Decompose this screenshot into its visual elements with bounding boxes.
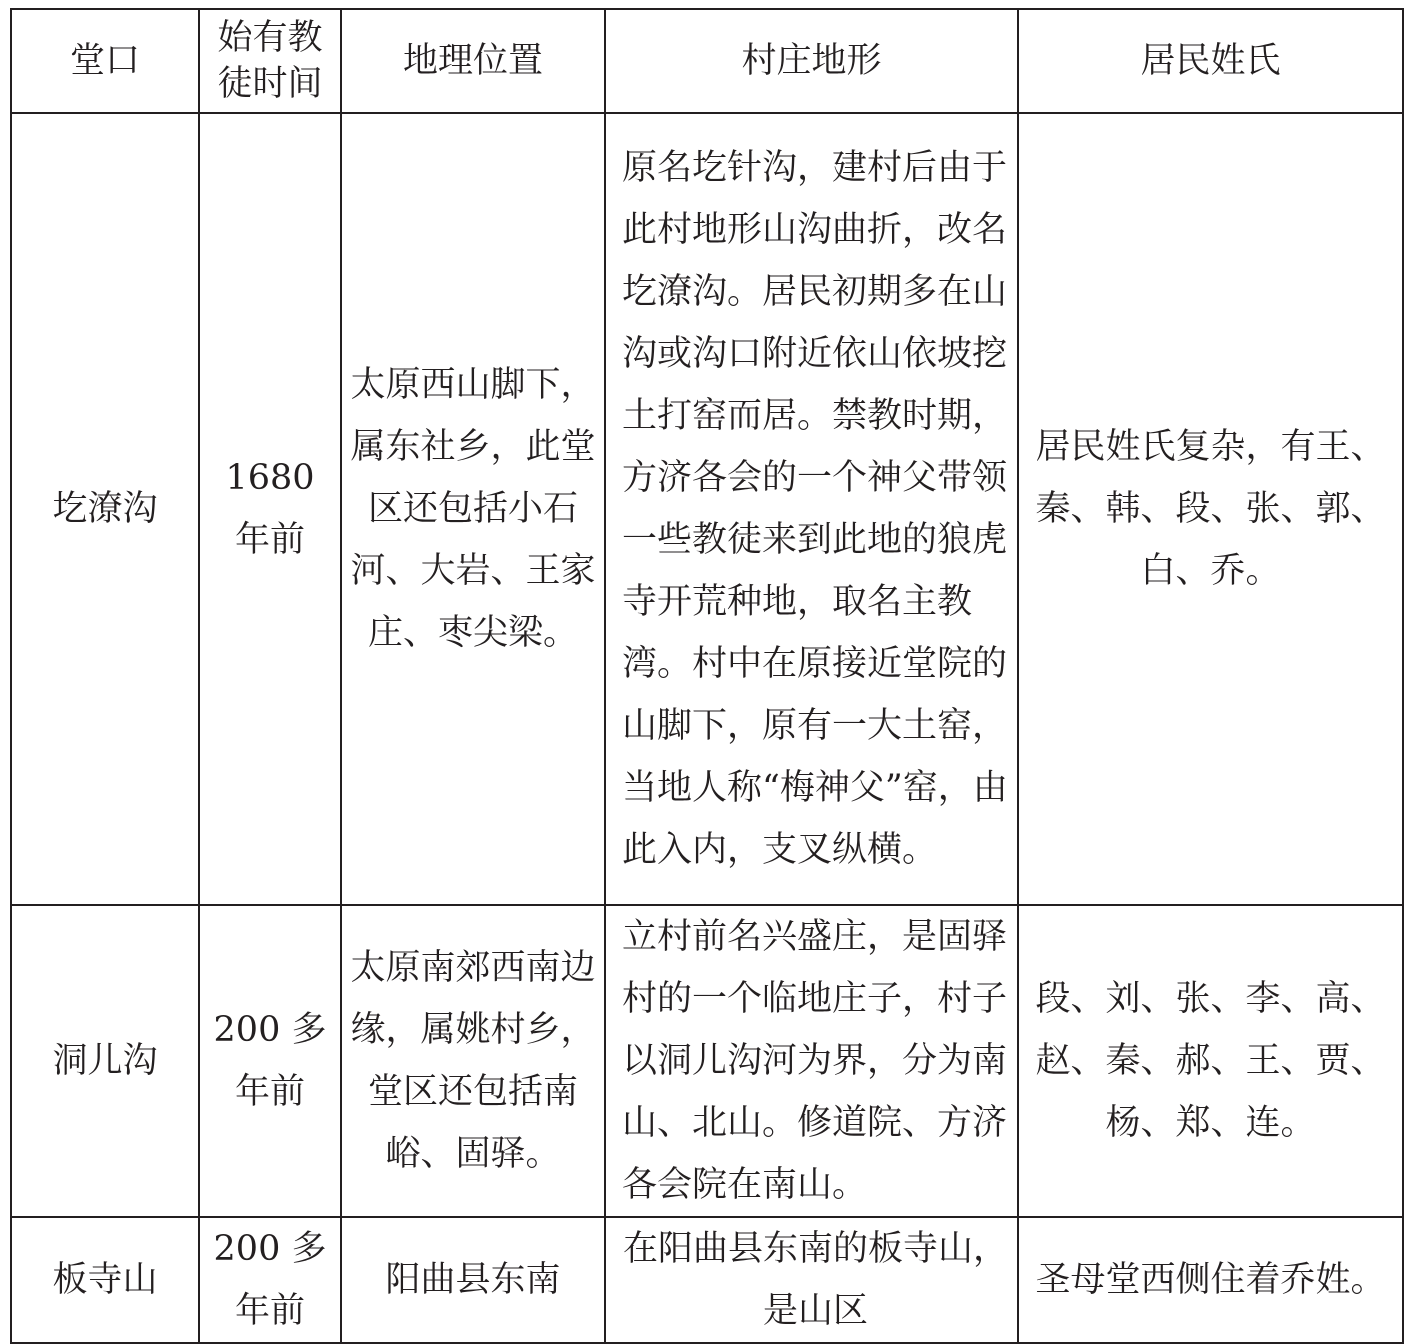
cell-terrain: 立村前名兴盛庄，是固驿村的一个临地庄子，村子以洞儿沟河为界，分为南山、北山。修道院、方济各会院在南山。 [605, 905, 1018, 1217]
cell-terrain: 原名圪针沟，建村后由于此村地形山沟曲折，改名圪潦沟。居民初期多在山沟或沟口附近依山依坡挖土打窑而居。禁教时期，方济各会的一个神父带领一些教徒来到此地的狼虎寺开荒种地，取名主教湾。村中在原接近堂院的山脚下，原有一大土窑，当地人称“梅神父”窑，由此入内，支叉纵横。 [605, 113, 1018, 905]
header-terrain: 村庄地形 [605, 9, 1018, 113]
header-surnames: 居民姓氏 [1018, 9, 1403, 113]
cell-start-time: 200 多年前 [199, 905, 341, 1217]
table-row [11, 113, 1403, 905]
table-header-row [11, 9, 1403, 113]
header-church: 堂口 [11, 9, 199, 113]
table-row [11, 905, 1403, 1217]
cell-church: 洞儿沟 [11, 905, 199, 1217]
cell-location: 太原西山脚下，属东社乡，此堂区还包括小石河、大岩、王家庄、枣尖梁。 [341, 113, 605, 905]
cell-surnames: 居民姓氏复杂，有王、秦、韩、段、张、郭、白、乔。 [1018, 113, 1403, 905]
cell-surnames: 圣母堂西侧住着乔姓。 [1018, 1217, 1403, 1343]
cell-start-time: 1680 年前 [199, 113, 341, 905]
header-start-time: 始有教徒时间 [199, 9, 341, 113]
church-info-table [10, 8, 1404, 1344]
cell-church: 圪潦沟 [11, 113, 199, 905]
cell-start-time: 200 多年前 [199, 1217, 341, 1343]
cell-terrain: 在阳曲县东南的板寺山，是山区 [605, 1217, 1018, 1343]
header-location: 地理位置 [341, 9, 605, 113]
cell-location: 阳曲县东南 [341, 1217, 605, 1343]
table-row [11, 1217, 1403, 1343]
cell-location: 太原南郊西南边缘，属姚村乡，堂区还包括南峪、固驿。 [341, 905, 605, 1217]
cell-surnames: 段、刘、张、李、高、赵、秦、郝、王、贾、杨、郑、连。 [1018, 905, 1403, 1217]
cell-church: 板寺山 [11, 1217, 199, 1343]
